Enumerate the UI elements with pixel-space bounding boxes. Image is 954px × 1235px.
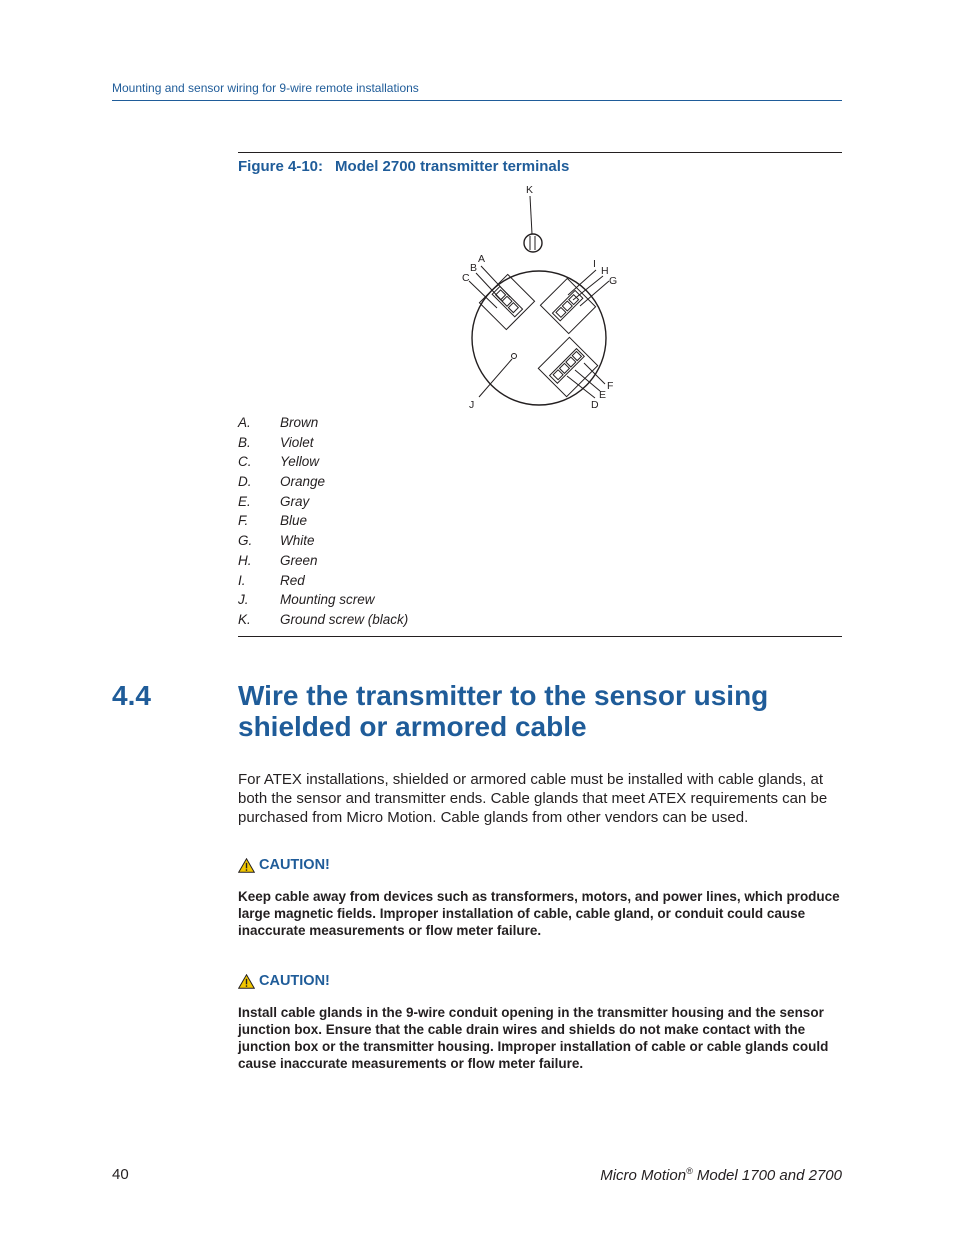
terminal-block-bottom [538,337,597,396]
legend-item: D. Orange [238,474,326,490]
header-rule [112,100,842,101]
footer-title: Micro Motion® Model 1700 and 2700 [600,1166,842,1184]
legend-item: H. Green [238,552,318,568]
legend-item: F. Blue [238,513,308,529]
section-number: 4.4 [112,680,151,711]
callout-b: B [470,262,478,274]
warning-icon [238,974,255,989]
leader-k [530,196,532,234]
figure-title [238,158,569,175]
figure-caption: Model 2700 transmitter terminals [335,158,570,175]
callout-f: F [607,380,614,392]
section-body: For ATEX installations, shielded or armored cable must be installed with cable glands, at both the sensor and transmitter ends. Cable glands that meet ATEX requirements can be purchased from Micro Motion. Cable glands from other vendors can be used. [238,771,828,826]
callout-e: E [599,389,607,401]
legend-item: E. Gray [238,493,310,509]
callout-d: D [591,399,599,411]
callout-a: A [478,253,486,265]
figure-legend [238,415,638,632]
caution-text: Install cable glands in the 9-wire conduit opening in the transmitter housing and the sensor junction box. Ensure that the cable drain wires and shields do not make contact with the junction box or the transmitter housing. Improper installation of cable or cable glands could cause inaccurate measurements or flow meter failure. [238,1005,829,1071]
terminal-diagram [450,180,630,412]
callout-k: K [526,184,534,196]
callout-g: G [609,275,618,287]
terminal-block-right [540,278,595,333]
figure-top-rule [238,152,842,153]
ground-screw [524,234,542,252]
callout-j: J [469,399,475,411]
warning-icon [238,858,255,873]
caution-heading [238,973,330,989]
mounting-screw [512,354,517,359]
page-number: 40 [112,1166,129,1183]
legend-item: A. Brown [238,415,319,430]
transmitter-housing [472,271,606,405]
figure-number: Figure 4-10: [238,158,324,175]
legend-item: K. Ground screw (black) [238,611,409,627]
legend-item: J. Mounting screw [238,592,375,608]
caution-label: CAUTION! [259,857,330,873]
terminal-block-left [479,274,534,329]
section-title: Wire the transmitter to the sensor using shielded or armored cable [238,680,769,742]
caution-heading [238,857,330,873]
callout-h: H [601,265,609,277]
legend-item: I. Red [238,572,305,588]
legend-item: B. Violet [238,434,314,450]
legend-item: G. White [238,533,315,549]
caution-text: Keep cable away from devices such as transformers, motors, and power lines, which produce large magnetic fields. Improper installation of cable, cable gland, or conduit could cause inaccurate measurements or flow meter failure. [238,889,840,938]
running-header: Mounting and sensor wiring for 9-wire remote installations [112,81,419,95]
callout-i: I [593,258,596,270]
figure-bottom-rule [238,636,842,637]
legend-item: C. Yellow [238,454,320,470]
callout-c: C [462,272,470,284]
caution-label: CAUTION! [259,973,330,989]
